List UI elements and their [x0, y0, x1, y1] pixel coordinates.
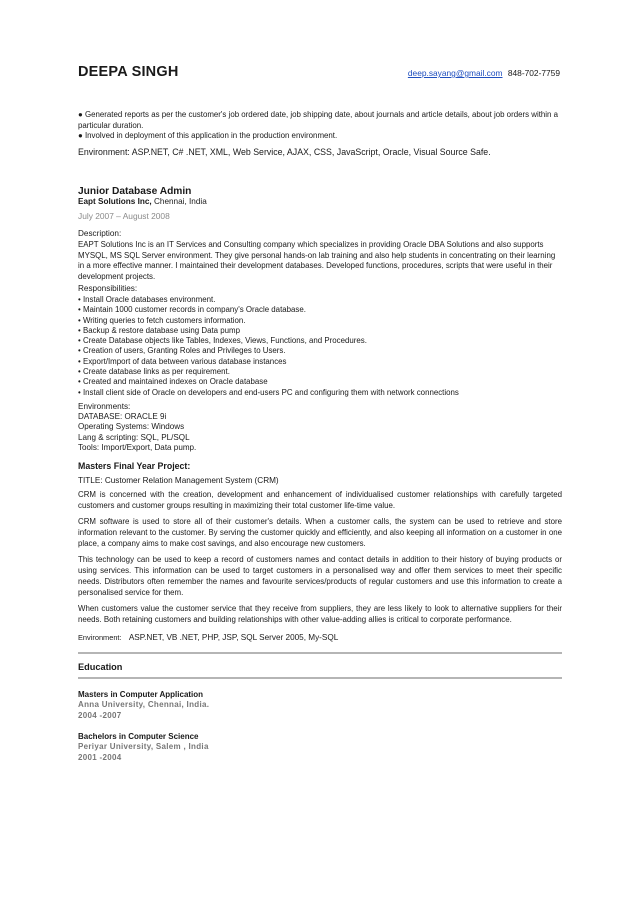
list-item: DATABASE: ORACLE 9i: [78, 412, 167, 421]
project-title: TITLE: Customer Relation Management System (CRM): [78, 476, 279, 485]
list-item: • Created and maintained indexes on Oracle database: [78, 377, 268, 387]
divider: [78, 677, 562, 679]
list-item: Tools: Import/Export, Data pump.: [78, 443, 197, 453]
list-item: • Maintain 1000 customer records in company's Oracle database.: [78, 305, 306, 315]
list-item: • Install Oracle databases environment.: [78, 295, 216, 304]
project-paragraph: This technology can be used to keep a record of customers names and contact details in addition to their history of buying products or using services. This information can be used to target customers in a personalised way and offer them services to meet their specific needs. Distributors often remember the names and favourite services/products of regular customers and use this information to create a personalised service for them.: [78, 555, 562, 597]
education-heading: Education: [78, 662, 123, 672]
university-name: Periyar University, Salem , India: [78, 742, 209, 752]
degree-name: Masters in Computer Application: [78, 690, 204, 699]
project-paragraph: When customers value the customer service that they receive from suppliers, they are less likely to look to alternative suppliers for their needs. Both retaining customers and building relationships with other value-adding allies is critical to corporate performance.: [78, 604, 562, 624]
job-description: EAPT Solutions Inc is an IT Services and Consulting company which specializes in providing Oracle DBA Solutions and also supports MYSQL, MS SQL Server environment. They give personal hands-on lab training and also help students in concentrating on their learning in a more effective manner. I maintained their development databases. Developed functions, procedures, scripts that were useful in their development projects.: [78, 240, 556, 281]
environments-label: Environments:: [78, 402, 131, 411]
phone-number: 848-702-7759: [507, 68, 560, 78]
environments-list: [78, 412, 196, 454]
education-entry: [78, 732, 209, 763]
project-description: [78, 489, 562, 630]
list-item: • Export/Import of data between various database instances: [78, 356, 287, 366]
company-location: Chennai, India: [153, 197, 207, 206]
responsibilities-list: [78, 295, 562, 398]
education-entry: [78, 690, 209, 721]
job-title: Junior Database Admin: [78, 186, 192, 197]
intro-bullet-1: ● Generated reports as per the customer's job ordered date, job shipping date, about journals and article details, about job orders within a particular duration.: [78, 110, 558, 130]
job-dates: July 2007 – August 2008: [78, 211, 170, 221]
project-paragraph: CRM software is used to store all of their customer's details. When a customer calls, the system can be used to retrieve and store information relevant to the customer. By serving the customer quickly and efficiently, and also keeping all information on a customer in one place, a company aims to make cost savings, and also encourage new customers.: [78, 517, 562, 548]
project-environment: [78, 633, 338, 642]
company-name: Eapt Solutions Inc,: [78, 197, 152, 206]
list-item: • Backup & restore database using Data pump: [78, 325, 240, 335]
list-item: • Create Database objects like Tables, Indexes, Views, Functions, and Procedures.: [78, 336, 367, 346]
divider: [78, 652, 562, 654]
degree-name: Bachelors in Computer Science: [78, 732, 199, 741]
contact-info: [408, 68, 560, 78]
list-item: • Writing queries to fetch customers information.: [78, 315, 246, 325]
list-item: • Create database links as per requirement.: [78, 367, 230, 377]
candidate-name: DEEPA SINGH: [78, 64, 179, 80]
list-item: • Install client side of Oracle on developers and end-users PC and configuring them with network connections: [78, 387, 459, 397]
degree-years: 2004 -2007: [78, 710, 122, 720]
responsibilities-label: Responsibilities:: [78, 284, 138, 293]
list-item: Operating Systems: Windows: [78, 422, 185, 432]
intro-environment: Environment: ASP.NET, C# .NET, XML, Web Service, AJAX, CSS, JavaScript, Oracle, Visual Source Safe.: [78, 147, 491, 157]
job-company: [78, 197, 207, 206]
intro-bullet-2: ● Involved in deployment of this application in the production environment.: [78, 131, 338, 140]
description-label: Description:: [78, 229, 122, 238]
university-name: Anna University, Chennai, India.: [78, 700, 210, 710]
project-heading: Masters Final Year Project:: [78, 461, 191, 471]
email-link[interactable]: deep.sayang@gmail.com: [407, 68, 503, 78]
project-env-value: ASP.NET, VB .NET, PHP, JSP, SQL Server 2005, My-SQL: [128, 633, 339, 642]
degree-years: 2001 -2004: [78, 752, 122, 762]
project-env-label: Environment:: [78, 633, 122, 642]
list-item: Lang & scripting: SQL, PL/SQL: [78, 432, 190, 442]
project-paragraph: CRM is concerned with the creation, development and enhancement of individualised customer relationships with carefully targeted customers and customer groups resulting in maximizing their total customer life-time value.: [78, 490, 562, 510]
list-item: • Creation of users, Granting Roles and Privileges to Users.: [78, 346, 286, 356]
